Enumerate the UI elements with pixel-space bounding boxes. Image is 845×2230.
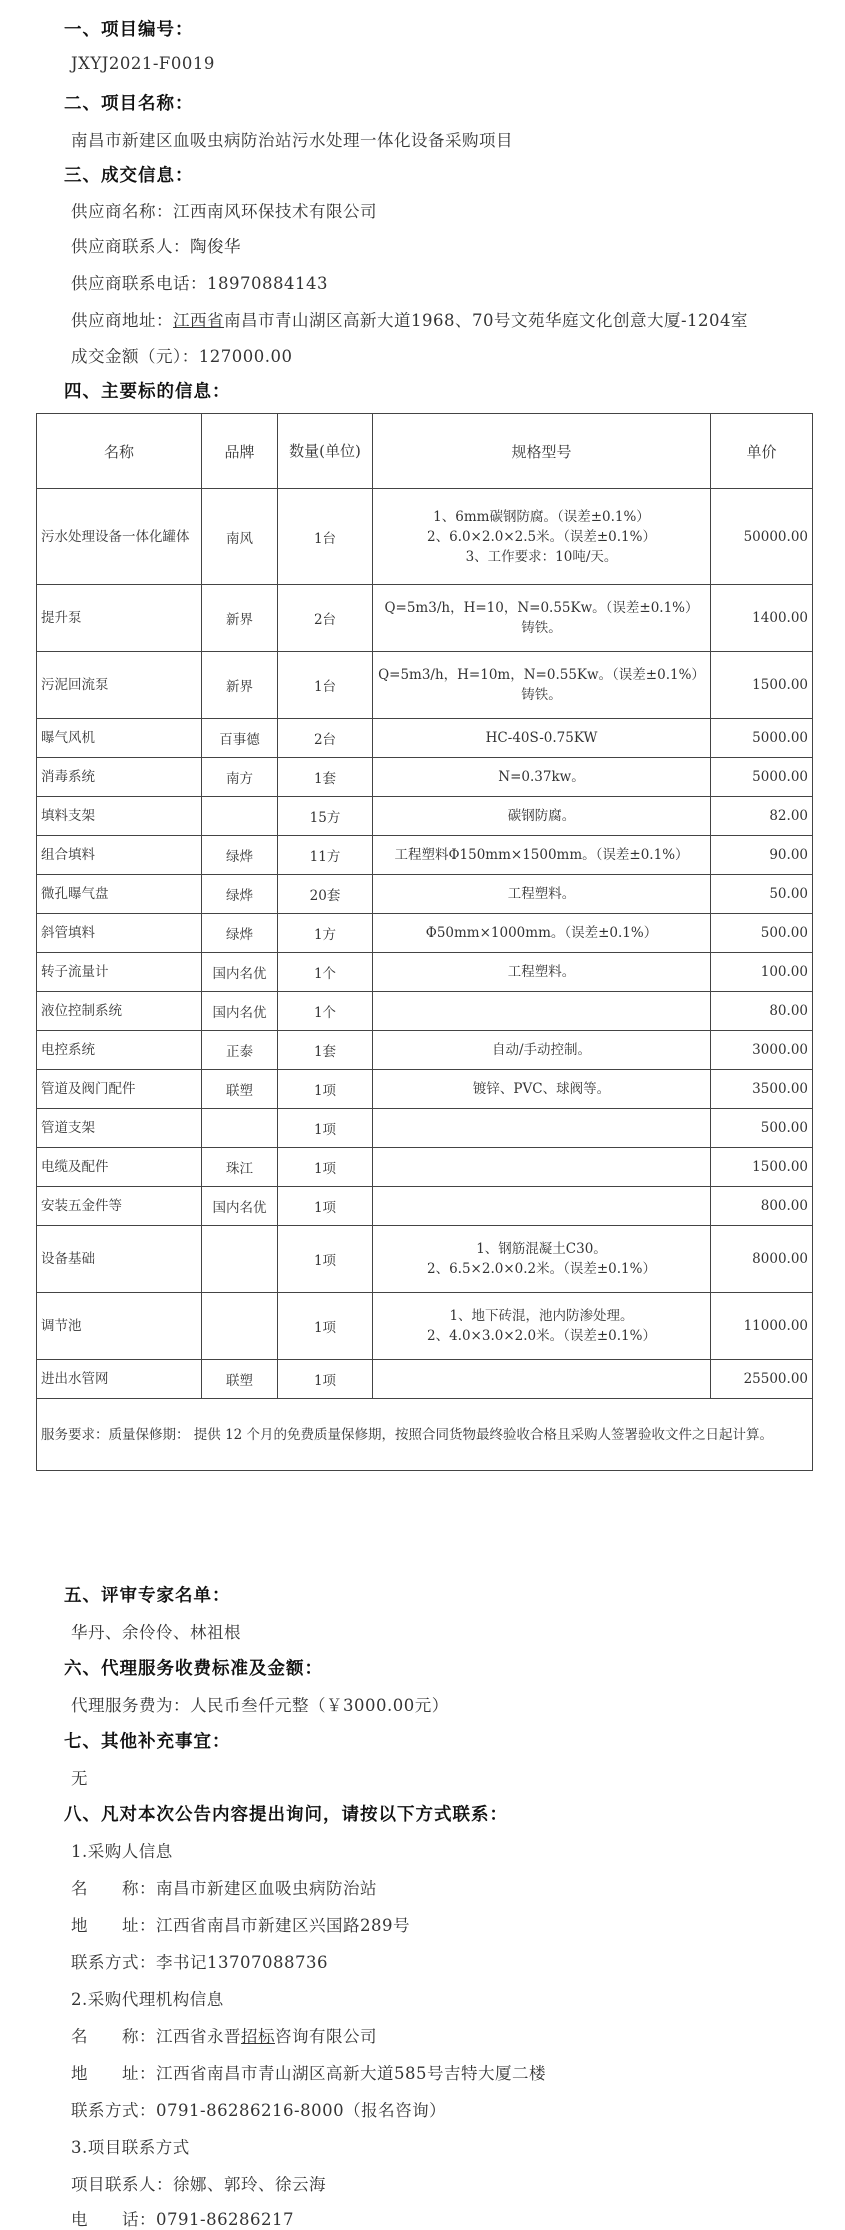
header-name: 名称: [37, 414, 202, 489]
spec-line: 1、钢筋混凝土C30。: [476, 1241, 607, 1257]
item-qty: 1个: [278, 953, 373, 992]
agency-info-title: 2.采购代理机构信息: [71, 1990, 224, 2009]
item-brand: 正泰: [202, 1031, 278, 1070]
table-row: [37, 652, 813, 719]
address-label: 供应商地址：: [71, 311, 173, 330]
table-row: [37, 758, 813, 797]
item-name: 转子流量计: [37, 953, 202, 992]
item-name: 安装五金件等: [37, 1187, 202, 1226]
item-price: 1500.00: [711, 652, 813, 719]
item-spec: [373, 1187, 711, 1226]
section-3-heading: 三、成交信息：: [64, 166, 194, 186]
table-row: [37, 585, 813, 652]
item-price: 80.00: [711, 992, 813, 1031]
item-brand: 南方: [202, 758, 278, 797]
item-qty: 1项: [278, 1148, 373, 1187]
spec-line: 镀锌、PVC、球阀等。: [472, 1081, 611, 1097]
item-name: 电缆及配件: [37, 1148, 202, 1187]
project-contact-people: 项目联系人：徐娜、郭玲、徐云海: [71, 2175, 326, 2194]
item-name: 填料支架: [37, 797, 202, 836]
item-brand: 国内名优: [202, 992, 278, 1031]
buyer-info-title: 1.采购人信息: [71, 1842, 173, 1861]
item-brand: 南风: [202, 489, 278, 585]
header-brand: 品牌: [202, 414, 278, 489]
spec-line: N=0.37kw。: [498, 769, 585, 785]
item-price: 100.00: [711, 953, 813, 992]
item-name: 污水处理设备一体化罐体: [37, 489, 202, 585]
header-qty: 数量(单位): [278, 414, 373, 489]
address-detail: 南昌市青山湖区高新大道1968、70号文苑华庭文化创意大厦-1204室: [224, 311, 749, 330]
item-qty: 2台: [278, 719, 373, 758]
item-qty: 20套: [278, 875, 373, 914]
item-spec: [373, 953, 711, 992]
table-row: [37, 1187, 813, 1226]
item-name: 斜管填料: [37, 914, 202, 953]
item-price: 3500.00: [711, 1070, 813, 1109]
spec-line: Q=5m3/h，H=10m，N=0.55Kw。（误差±0.1%）: [378, 667, 705, 683]
item-price: 25500.00: [711, 1360, 813, 1399]
item-brand: 联塑: [202, 1070, 278, 1109]
item-price: 11000.00: [711, 1293, 813, 1360]
section-4-heading: 四、主要标的信息：: [64, 382, 231, 402]
spec-line: 工程塑料Φ150mm×1500mm。（误差±0.1%）: [394, 847, 689, 863]
section-2-heading: 二、项目名称：: [64, 94, 194, 114]
item-name: 提升泵: [37, 585, 202, 652]
buyer-address: 地 址：江西省南昌市新建区兴国路289号: [71, 1916, 410, 1935]
item-spec: [373, 489, 711, 585]
spec-line: 3、工作要求：10吨/天。: [465, 548, 618, 565]
item-price: 1400.00: [711, 585, 813, 652]
agency-fee: 代理服务费为：人民币叁仟元整（￥3000.00元）: [71, 1696, 449, 1715]
expert-list: 华丹、余伶伶、林祖根: [71, 1623, 241, 1642]
agency-name-underlined: 招标: [241, 2027, 275, 2046]
item-price: 5000.00: [711, 758, 813, 797]
supplier-phone: 供应商联系电话：18970884143: [71, 274, 328, 293]
item-spec: [373, 1031, 711, 1070]
item-qty: 1方: [278, 914, 373, 953]
table-row: [37, 719, 813, 758]
item-price: 5000.00: [711, 719, 813, 758]
spec-line: 铸铁。: [521, 687, 562, 703]
spec-line: 1、6mm碳钢防腐。（误差±0.1%）: [433, 508, 650, 525]
spec-line: 2、4.0×3.0×2.0米。（误差±0.1%）: [427, 1328, 656, 1344]
item-brand: 绿烨: [202, 836, 278, 875]
spec-line: 碳钢防腐。: [507, 808, 576, 824]
item-spec: [373, 1070, 711, 1109]
item-name: 调节池: [37, 1293, 202, 1360]
project-number: JXYJ2021-F0019: [71, 54, 215, 73]
spec-line: 2、6.5×2.0×0.2米。（误差±0.1%）: [427, 1261, 656, 1277]
item-price: 800.00: [711, 1187, 813, 1226]
other-matters: 无: [71, 1769, 88, 1788]
section-5-heading: 五、评审专家名单：: [64, 1586, 231, 1606]
item-name: 组合填料: [37, 836, 202, 875]
item-name: 进出水管网: [37, 1360, 202, 1399]
item-spec: [373, 1293, 711, 1360]
buyer-name: 名 称：南昌市新建区血吸虫病防治站: [71, 1879, 377, 1898]
table-row: [37, 914, 813, 953]
section-7-heading: 七、其他补充事宜：: [64, 1732, 231, 1752]
project-name: 南昌市新建区血吸虫病防治站污水处理一体化设备采购项目: [71, 131, 513, 150]
item-brand: [202, 1293, 278, 1360]
section-8-heading: 八、凡对本次公告内容提出询问，请按以下方式联系：: [64, 1805, 508, 1825]
item-brand: 百事德: [202, 719, 278, 758]
address-province: 江西省: [173, 311, 224, 330]
item-qty: 1项: [278, 1187, 373, 1226]
item-name: 消毒系统: [37, 758, 202, 797]
header-price: 单价: [711, 414, 813, 489]
item-spec: [373, 992, 711, 1031]
item-brand: 国内名优: [202, 953, 278, 992]
item-name: 污泥回流泵: [37, 652, 202, 719]
item-spec: [373, 836, 711, 875]
item-price: 1500.00: [711, 1148, 813, 1187]
item-brand: 新界: [202, 585, 278, 652]
item-brand: 绿烨: [202, 914, 278, 953]
table-row: [37, 797, 813, 836]
spec-line: 铸铁。: [521, 620, 562, 636]
project-contact-phone: 电 话：0791-86286217: [71, 2210, 295, 2229]
spec-line: 2、6.0×2.0×2.5米。（误差±0.1%）: [427, 528, 656, 545]
item-spec: [373, 1148, 711, 1187]
item-qty: 2台: [278, 585, 373, 652]
item-qty: 1个: [278, 992, 373, 1031]
item-price: 50.00: [711, 875, 813, 914]
section-1-heading: 一、项目编号：: [64, 20, 194, 40]
item-qty: 1套: [278, 1031, 373, 1070]
spec-line: Q=5m3/h，H=10，N=0.55Kw。（误差±0.1%）: [384, 600, 699, 616]
item-qty: 1套: [278, 758, 373, 797]
item-brand: [202, 1226, 278, 1293]
item-name: 管道支架: [37, 1109, 202, 1148]
item-name: 曝气风机: [37, 719, 202, 758]
item-brand: [202, 797, 278, 836]
item-spec: [373, 585, 711, 652]
item-spec: [373, 719, 711, 758]
project-contact-title: 3.项目联系方式: [71, 2138, 190, 2157]
agency-name-suffix: 咨询有限公司: [275, 2027, 377, 2046]
item-qty: 1项: [278, 1226, 373, 1293]
spec-line: 自动/手动控制。: [491, 1042, 592, 1058]
deal-amount: 成交金额（元）：127000.00: [71, 347, 293, 366]
table-header-row: [37, 414, 813, 489]
item-brand: [202, 1109, 278, 1148]
item-brand: 绿烨: [202, 875, 278, 914]
item-price: 8000.00: [711, 1226, 813, 1293]
table-row: [37, 953, 813, 992]
item-brand: 珠江: [202, 1148, 278, 1187]
item-brand: 国内名优: [202, 1187, 278, 1226]
table-row: [37, 1109, 813, 1148]
item-spec: [373, 914, 711, 953]
item-spec: [373, 758, 711, 797]
item-qty: 1项: [278, 1360, 373, 1399]
agency-name: [71, 2023, 377, 2047]
table-row: [37, 1070, 813, 1109]
item-qty: 1台: [278, 489, 373, 585]
table-row: [37, 1031, 813, 1070]
item-spec: [373, 797, 711, 836]
table-row: [37, 875, 813, 914]
table-row: [37, 992, 813, 1031]
spec-line: 工程塑料。: [507, 886, 576, 902]
table-row: [37, 489, 813, 585]
buyer-contact: 联系方式：李书记13707088736: [71, 1953, 328, 1972]
item-brand: 联塑: [202, 1360, 278, 1399]
supplier-contact: 供应商联系人：陶俊华: [71, 237, 241, 256]
item-qty: 1台: [278, 652, 373, 719]
item-name: 设备基础: [37, 1226, 202, 1293]
item-price: 82.00: [711, 797, 813, 836]
item-brand: 新界: [202, 652, 278, 719]
item-price: 90.00: [711, 836, 813, 875]
service-note: 服务要求：质量保修期： 提供 12 个月的免费质量保修期，按照合同货物最终验收合格且采购人签署验收文件之日起计算。: [37, 1399, 813, 1471]
supplier-address: [71, 307, 748, 331]
item-price: 500.00: [711, 1109, 813, 1148]
table-row: [37, 836, 813, 875]
item-price: 50000.00: [711, 489, 813, 585]
spec-line: HC-40S-0.75KW: [485, 730, 598, 746]
item-qty: 1项: [278, 1070, 373, 1109]
item-name: 管道及阀门配件: [37, 1070, 202, 1109]
agency-name-prefix: 名 称：江西省永晋: [71, 2027, 241, 2046]
section-6-heading: 六、代理服务收费标准及金额：: [64, 1659, 323, 1679]
item-qty: 1项: [278, 1293, 373, 1360]
item-spec: [373, 1360, 711, 1399]
agency-contact: 联系方式：0791-86286216-8000（报名咨询）: [71, 2101, 447, 2120]
supplier-name: 供应商名称：江西南风环保技术有限公司: [71, 202, 377, 221]
service-note-row: [37, 1399, 813, 1471]
items-table: [36, 413, 813, 1471]
item-qty: 11方: [278, 836, 373, 875]
table-row: [37, 1226, 813, 1293]
item-name: 电控系统: [37, 1031, 202, 1070]
agency-address: 地 址：江西省南昌市青山湖区高新大道585号吉特大厦二楼: [71, 2064, 546, 2083]
item-qty: 1项: [278, 1109, 373, 1148]
item-price: 500.00: [711, 914, 813, 953]
spec-line: 工程塑料。: [507, 964, 576, 980]
header-spec: 规格型号: [373, 414, 711, 489]
item-spec: [373, 1226, 711, 1293]
spec-line: Φ50mm×1000mm。（误差±0.1%）: [425, 925, 658, 941]
item-price: 3000.00: [711, 1031, 813, 1070]
item-qty: 15方: [278, 797, 373, 836]
table-row: [37, 1293, 813, 1360]
table-row: [37, 1148, 813, 1187]
spec-line: 1、地下砖混，池内防渗处理。: [449, 1308, 634, 1324]
table-row: [37, 1360, 813, 1399]
item-spec: [373, 652, 711, 719]
item-name: 液位控制系统: [37, 992, 202, 1031]
item-name: 微孔曝气盘: [37, 875, 202, 914]
item-spec: [373, 875, 711, 914]
item-spec: [373, 1109, 711, 1148]
